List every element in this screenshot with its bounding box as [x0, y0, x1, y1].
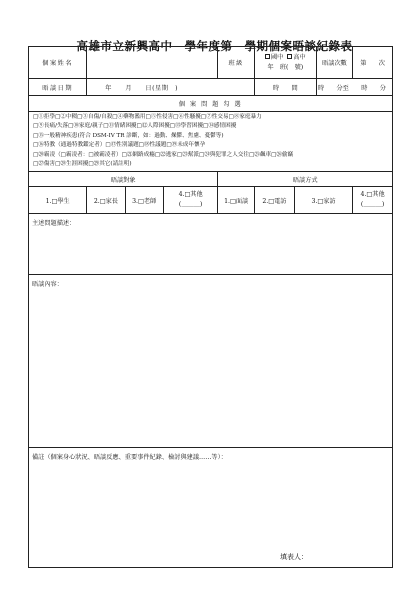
problem-line[interactable]: □㉗傷害□㉘生涯困擾□㉙其它(請註明) — [33, 161, 132, 168]
student-name-field[interactable] — [87, 47, 218, 79]
junior-checkbox[interactable] — [265, 54, 270, 59]
count-label: 晤談次數 — [316, 47, 352, 79]
senior-checkbox[interactable] — [287, 54, 292, 59]
title-year: 學年度第 — [184, 39, 233, 53]
date-label: 晤談日期 — [29, 79, 87, 96]
problem-line[interactable]: □⑯特教（通過特教鑑定者）□⑰性別議題□⑱性議題□⑲未成年懷孕 — [33, 142, 206, 149]
title-school: 高雄市立新興高中 — [76, 39, 173, 53]
main-problem-area[interactable] — [29, 214, 393, 275]
problem-line[interactable]: □⑳霸凌（□霸凌者：□被霸凌者）□㉑網路成癮□㉒逃家□㉓幫派□㉔與犯罪之人交往□㉕飆車□㉖偷竊 — [33, 151, 294, 158]
student-name-label: 個案姓名 — [29, 47, 87, 79]
problem-line[interactable]: □⑮一般精神疾患(符合 DSM-IV TR 診斷，如：過動、燥鬱、焦慮、憂鬱等) — [33, 132, 224, 139]
title-semester: 學期個案晤談紀錄表 — [244, 39, 353, 53]
subject-student-option[interactable]: 1.□學生 — [29, 187, 87, 214]
method-other-option[interactable] — [353, 187, 393, 214]
class-field[interactable] — [254, 47, 316, 79]
date-field[interactable]: 年 月 日(星期 ) — [87, 79, 255, 96]
grade-junior-label: 國中 — [270, 53, 284, 61]
problems-heading: 個 案 問 題 勾 選 — [29, 96, 393, 112]
count-field[interactable]: 第 次 — [353, 47, 393, 79]
problems-checklist[interactable] — [29, 112, 393, 172]
grade-class-line: 年 班( 號) — [267, 63, 304, 71]
method-phone-option[interactable]: 2.□電訪 — [254, 187, 294, 214]
methods-heading: 晤談方式 — [218, 172, 393, 187]
method-face-option[interactable]: 1.□面談 — [218, 187, 254, 214]
notes-area[interactable] — [29, 448, 393, 568]
time-field[interactable]: 時 分至 時 分 — [316, 79, 392, 96]
subject-other-option[interactable] — [163, 187, 218, 214]
subject-parent-option[interactable]: 2.□家長 — [87, 187, 125, 214]
time-label: 時 間 — [254, 79, 316, 96]
method-other-blank[interactable]: (＿＿＿) — [360, 201, 385, 209]
record-form-table — [28, 46, 393, 568]
signature-label: 填表人： — [280, 553, 308, 561]
content-label: 晤談內容： — [32, 281, 63, 289]
grade-senior-label: 高中 — [293, 53, 306, 61]
subject-other-blank[interactable]: (＿＿＿) — [178, 201, 203, 209]
notes-label: 備註（個案身心狀況、晤談反應、重要事件紀錄、檢討與建議……等）： — [32, 454, 227, 462]
subject-other-label: 4.□其他 — [178, 191, 203, 199]
method-home-visit-option[interactable]: 3.□家訪 — [294, 187, 352, 214]
method-other-label: 4.□其他 — [360, 191, 385, 199]
content-area[interactable] — [29, 275, 393, 448]
problem-line[interactable]: □①拒學□②中輟□③自傷/自殺□④藥物濫用□⑤性侵害□⑥性騷擾□⑦性交易□⑧家庭暴力 — [33, 114, 262, 120]
main-problem-label: 主述問題描述： — [32, 220, 76, 228]
problem-line[interactable]: □⑨長痛/失落□⑩家庭/親子□⑪情緒困擾□⑫人際困擾□⑬學習困擾□⑭感情困擾 — [33, 123, 237, 130]
subjects-heading: 晤談對象 — [29, 172, 218, 187]
class-label: 班級 — [218, 47, 254, 79]
subject-teacher-option[interactable]: 3.□老師 — [125, 187, 163, 214]
